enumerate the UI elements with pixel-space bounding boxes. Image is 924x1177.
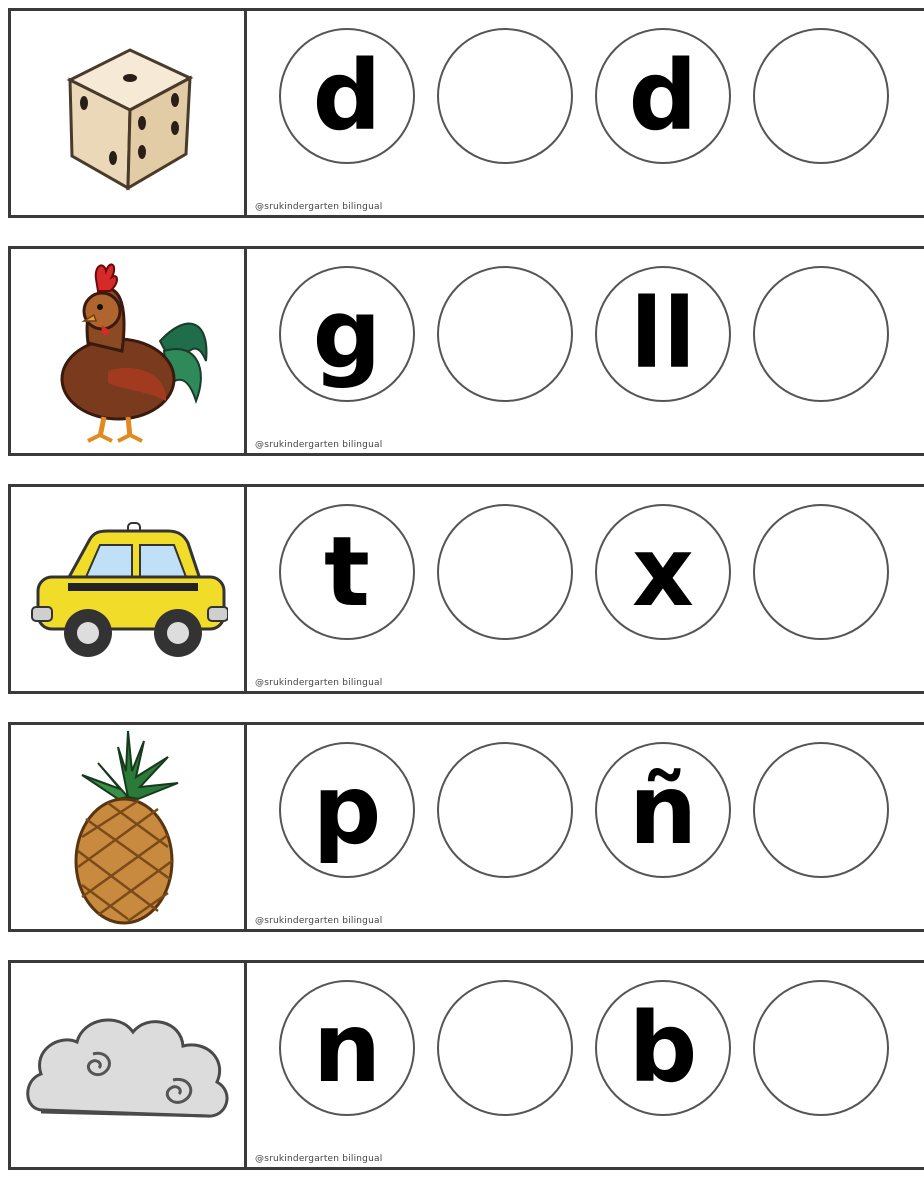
letter-circle-3: ñ bbox=[595, 742, 731, 878]
blank-circle-2[interactable] bbox=[437, 504, 573, 640]
blank-circle-2[interactable] bbox=[437, 980, 573, 1116]
blank-circle-4[interactable] bbox=[753, 742, 889, 878]
credit-text: @srukindergarten bilingual bbox=[255, 440, 383, 450]
blank-circle-2[interactable] bbox=[437, 28, 573, 164]
letter-circle-3: b bbox=[595, 980, 731, 1116]
letter-circle-3: ll bbox=[595, 266, 731, 402]
cloud-icon bbox=[23, 1000, 233, 1130]
blank-circle-4[interactable] bbox=[753, 266, 889, 402]
picture-cell bbox=[11, 963, 247, 1167]
syllable-card-taxi bbox=[8, 484, 924, 694]
letter-circle-1: p bbox=[279, 742, 415, 878]
blank-circle-2[interactable] bbox=[437, 742, 573, 878]
taxi-icon bbox=[28, 509, 228, 669]
syllable-card-rooster bbox=[8, 246, 924, 456]
letter-circle-1: g bbox=[279, 266, 415, 402]
credit-text: @srukindergarten bilingual bbox=[255, 678, 383, 688]
blank-circle-2[interactable] bbox=[437, 266, 573, 402]
syllable-card-cloud bbox=[8, 960, 924, 1170]
credit-text: @srukindergarten bilingual bbox=[255, 916, 383, 926]
letter-circle-1: n bbox=[279, 980, 415, 1116]
syllable-card-pineapple bbox=[8, 722, 924, 932]
blank-circle-4[interactable] bbox=[753, 504, 889, 640]
rooster-icon bbox=[48, 251, 208, 451]
letter-circle-3: x bbox=[595, 504, 731, 640]
picture-cell bbox=[11, 487, 247, 691]
blank-circle-4[interactable] bbox=[753, 980, 889, 1116]
letter-circle-1: d bbox=[279, 28, 415, 164]
letter-circle-3: d bbox=[595, 28, 731, 164]
pineapple-icon bbox=[68, 727, 188, 927]
picture-cell bbox=[11, 725, 247, 929]
blank-circle-4[interactable] bbox=[753, 28, 889, 164]
picture-cell bbox=[11, 249, 247, 453]
letter-circle-1: t bbox=[279, 504, 415, 640]
syllable-card-dice bbox=[8, 8, 924, 218]
credit-text: @srukindergarten bilingual bbox=[255, 1154, 383, 1164]
credit-text: @srukindergarten bilingual bbox=[255, 202, 383, 212]
dice-icon bbox=[58, 28, 198, 198]
picture-cell bbox=[11, 11, 247, 215]
